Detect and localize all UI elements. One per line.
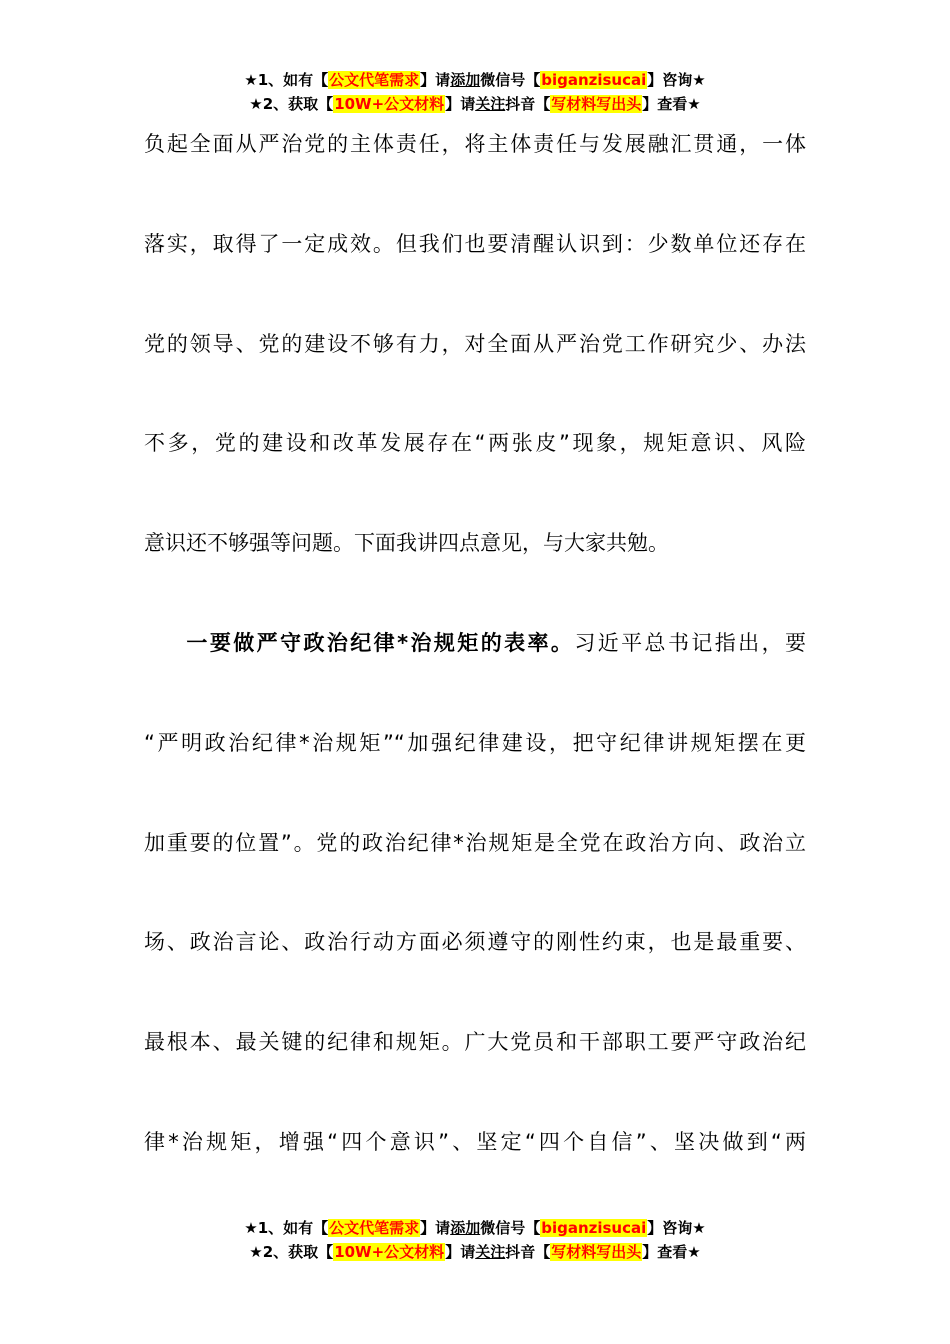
banner-highlight: 公文代笔需求 [329, 71, 420, 89]
banner-text: 抖音【 [505, 95, 551, 113]
body-line: 落实，取得了一定成效。但我们也要清醒认识到：少数单位还存在 [144, 231, 806, 256]
banner-text: 微信号【 [480, 71, 541, 89]
banner-text: ★2、获取【 [249, 95, 334, 113]
banner-highlight: 写材料写出头 [551, 1243, 642, 1261]
footer-banner [0, 1216, 950, 1264]
banner-text: 】请 [445, 1243, 476, 1261]
banner-text: 抖音【 [505, 1243, 551, 1261]
banner-text: ★1、如有【 [244, 1219, 329, 1237]
body-line: 不多，党的建设和改革发展存在“两张皮”现象，规矩意识、风险 [144, 431, 806, 456]
banner-highlight: 写材料写出头 [551, 95, 642, 113]
body-line: 场、政治言论、政治行动方面必须遵守的刚性约束，也是最重要、 [144, 930, 806, 955]
banner-text: 】请 [420, 1219, 451, 1237]
banner-line-2 [0, 1240, 950, 1264]
banner-text: 】咨询★ [647, 71, 706, 89]
section-heading-rest: 习近平总书记指出，要 [574, 630, 806, 655]
banner-text: 】查看★ [642, 95, 701, 113]
banner-underline: 关注 [475, 1243, 506, 1261]
body-line: “严明政治纪律*治规矩”“加强纪律建设，把守纪律讲规矩摆在更 [144, 730, 806, 755]
body-line: 负起全面从严治党的主体责任，将主体责任与发展融汇贯通，一体 [144, 132, 806, 156]
banner-text: 】请 [420, 71, 451, 89]
banner-highlight: 公文代笔需求 [329, 1219, 420, 1237]
section-heading-line [144, 617, 806, 717]
banner-line-1 [0, 68, 950, 92]
banner-text: 】查看★ [642, 1243, 701, 1261]
body-line: 律*治规矩，增强“四个意识”、坚定“四个自信”、坚决做到“两 [144, 1129, 806, 1154]
banner-text: 】请 [445, 95, 476, 113]
banner-underline: 关注 [475, 95, 506, 113]
banner-highlight: 10W+公文材料 [334, 95, 445, 113]
header-banner [0, 68, 950, 116]
banner-text: 微信号【 [480, 1219, 541, 1237]
section-heading: 一要做严守政治纪律*治规矩的表率。 [184, 630, 575, 655]
banner-line-2 [0, 92, 950, 116]
body-line: 最根本、最关键的纪律和规矩。广大党员和干部职工要严守政治纪 [144, 1030, 806, 1055]
body-line: 加重要的位置”。党的政治纪律*治规矩是全党在政治方向、政治立 [144, 830, 806, 855]
banner-highlight: biganzisucai [541, 1219, 647, 1237]
banner-highlight: biganzisucai [541, 71, 647, 89]
banner-text: 】咨询★ [647, 1219, 706, 1237]
banner-highlight: 10W+公文材料 [334, 1243, 445, 1261]
banner-line-1 [0, 1216, 950, 1240]
banner-underline: 添加 [450, 71, 481, 89]
banner-text: ★1、如有【 [244, 71, 329, 89]
banner-underline: 添加 [450, 1219, 481, 1237]
body-line: 意识还不够强等问题。下面我讲四点意见，与大家共勉。 [144, 531, 669, 556]
document-body [144, 118, 806, 1216]
banner-text: ★2、获取【 [249, 1243, 334, 1261]
body-line: 党的领导、党的建设不够有力，对全面从严治党工作研究少、办法 [144, 331, 806, 356]
